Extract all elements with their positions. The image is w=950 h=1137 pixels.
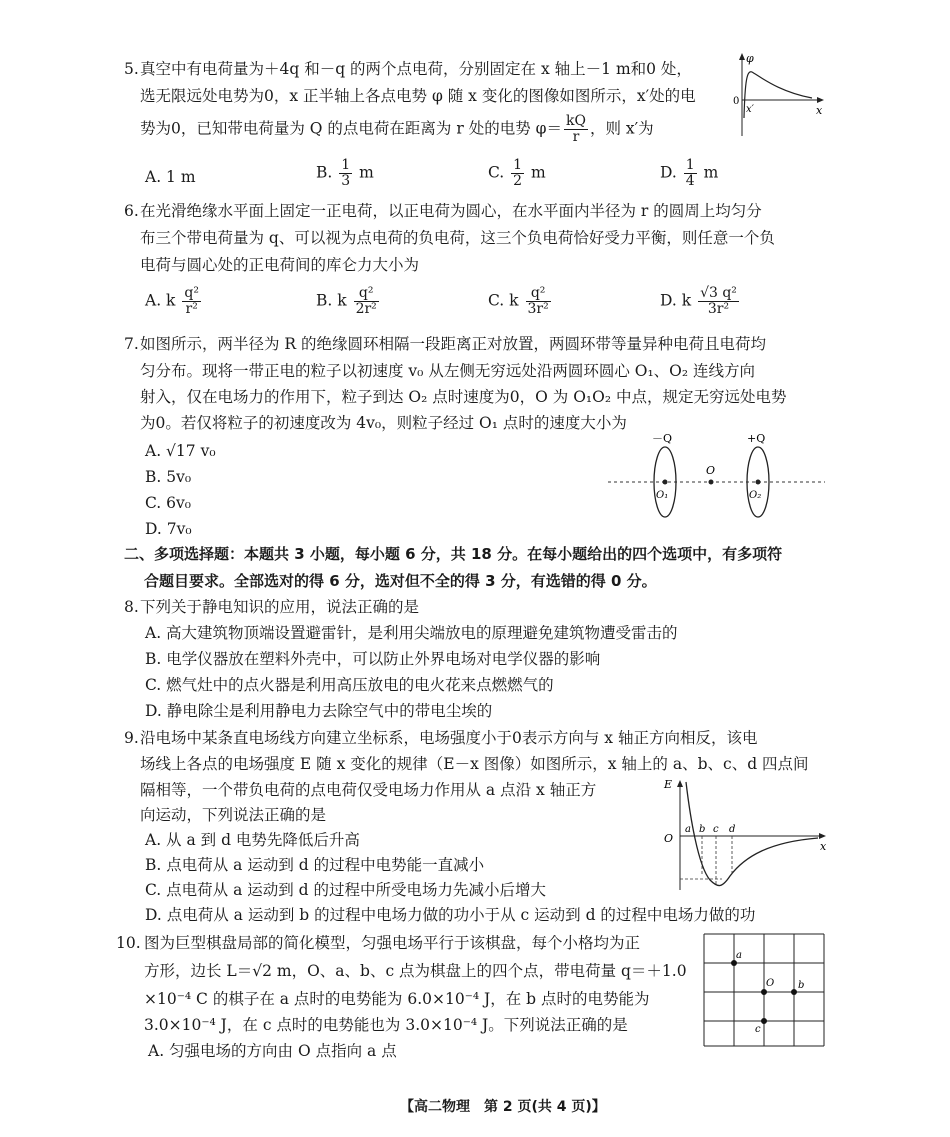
section-2-line2: 合题目要求。全部选对的得 6 分，选对但不全的得 3 分，有选错的得 0 分。 <box>144 572 657 590</box>
q7-option-d: D. 7v₀ <box>145 520 192 538</box>
q7-option-b: B. 5v₀ <box>145 468 192 486</box>
q5-option-d <box>660 158 718 189</box>
fraction-denominator: 3r² <box>707 301 730 317</box>
o1-point <box>663 480 668 485</box>
q7-number: 7. <box>124 335 139 353</box>
field-curve <box>686 782 818 886</box>
option-fraction <box>698 286 739 317</box>
fraction-numerator: 1 <box>685 157 695 173</box>
q5-line2: 选无限远处电势为0，x 正半轴上各点电势 φ 随 x 变化的图像如图所示，x′处的电 <box>140 87 696 105</box>
q9-line3: 隔相等，一个带负电荷的点电荷仅受电场力作用从 a 点沿 x 轴正方 <box>140 781 597 799</box>
q5-number: 5. <box>124 60 139 78</box>
q9-line2: 场线上各点的电场强度 E 随 x 变化的规律（E－x 图像）如图所示，x 轴上的 a、b、c、d 四点间 <box>140 755 809 773</box>
o1-label: O₁ <box>656 490 669 501</box>
fraction-denominator: 3 <box>341 173 351 189</box>
fraction-denominator: 2 <box>513 173 523 189</box>
q6-option-b <box>316 286 381 317</box>
fraction-denominator: 2r² <box>355 301 377 317</box>
q8-option-d: D. 静电除尘是利用静电力去除空气中的带电尘埃的 <box>145 702 493 720</box>
q6-line1: 在光滑绝缘水平面上固定一正电荷，以正电荷为圆心，在水平面内半径为 r 的圆周上均匀分 <box>140 202 762 220</box>
fraction-denominator: 3r² <box>527 301 549 317</box>
q7-line2: 匀分布。现将一带正电的粒子以初速度 v₀ 从左侧无穷远处沿两圆环圆心 O₁、O₂ 连线方向 <box>140 362 756 380</box>
option-label: B. <box>316 163 333 182</box>
a-label: a <box>685 824 691 835</box>
q10-number: 10. <box>116 934 141 952</box>
option-unit: m <box>531 163 546 182</box>
y-axis-label: E <box>664 778 673 791</box>
q5-option-c <box>488 158 546 189</box>
point-b <box>791 989 797 995</box>
o-label: O <box>766 978 775 989</box>
q9-line1: 沿电场中某条直电场线方向建立坐标系，电场强度小于0表示方向与 x 轴正方向相反，该电 <box>140 729 758 747</box>
option-unit: m <box>359 163 374 182</box>
q5-line3 <box>140 114 654 145</box>
y-axis-label: φ <box>746 52 754 65</box>
q5-line3-text: 势为0，已知带电荷量为 Q 的点电荷在距离为 r 处的电势 φ＝ <box>140 119 562 138</box>
q9-option-a: A. 从 a 到 d 电势先降低后升高 <box>145 831 360 849</box>
q7-option-a: A. √17 v₀ <box>145 442 216 460</box>
point-c <box>761 1018 767 1024</box>
option-label: A. k <box>145 291 176 310</box>
option-label: D. <box>660 163 677 182</box>
b-label: b <box>798 980 805 991</box>
option-fraction <box>526 286 551 317</box>
q6-option-a <box>145 286 203 317</box>
right-charge-label: +Q <box>747 432 766 445</box>
q9-line4: 向运动，下列说法正确的是 <box>140 806 327 824</box>
option-fraction <box>182 286 201 317</box>
q8-option-b: B. 电学仪器放在塑料外壳中，可以防止外界电场对电学仪器的影响 <box>145 650 601 668</box>
q10-line4: 3.0×10⁻⁴ J，在 c 点时的电势能也为 3.0×10⁻⁴ J。下列说法正确的是 <box>144 1016 628 1034</box>
q6-line2: 布三个带电荷量为 q、可以视为点电荷的负电荷，这三个负电荷恰好受力平衡，则任意一个负 <box>140 229 775 247</box>
y-axis-arrow <box>739 53 745 60</box>
d-label: d <box>729 824 736 835</box>
q10-line3: ×10⁻⁴ C 的棋子在 a 点时的电势能为 6.0×10⁻⁴ J，在 b 点时的电势能为 <box>144 990 650 1008</box>
c-label: c <box>713 824 719 835</box>
o2-label: O₂ <box>749 490 762 501</box>
fraction-denominator: 4 <box>685 173 695 189</box>
q6-option-d <box>660 286 741 317</box>
page-footer: 【高二物理 第 2 页(共 4 页)】 <box>400 1099 606 1115</box>
fraction-numerator: √3 q² <box>700 285 737 301</box>
option-label: C. k <box>488 291 519 310</box>
option-fraction <box>354 286 379 317</box>
q7-line3: 射入，仅在电场力的作用下，粒子到达 O₂ 点时速度为0，O 为 O₁O₂ 中点，规定无穷远处电势 <box>140 388 787 406</box>
y-axis-arrow <box>677 780 683 787</box>
q9-field-graph <box>660 776 835 896</box>
xprime-label: x′ <box>746 104 754 115</box>
q10-line1: 图为巨型棋盘局部的简化模型，匀强电场平行于该棋盘，每个小格均为正 <box>144 934 641 952</box>
x-axis-label: x <box>816 104 823 117</box>
fraction-numerator: q² <box>184 285 199 301</box>
q10-chessboard-figure <box>702 932 828 1050</box>
option-label: C. <box>488 163 505 182</box>
fraction-numerator: 1 <box>513 157 523 173</box>
q6-option-c <box>488 286 553 317</box>
fraction-numerator: kQ <box>565 113 586 129</box>
b-label: b <box>699 824 706 835</box>
option-fraction <box>684 158 697 189</box>
fraction-denominator: r² <box>185 301 198 317</box>
option-unit: m <box>703 163 719 182</box>
option-label: D. k <box>660 291 692 310</box>
q5-potential-graph <box>732 50 832 142</box>
q8-number: 8. <box>124 598 139 616</box>
x-axis-arrow <box>819 833 826 839</box>
q5-line1: 真空中有电荷量为＋4q 和－q 的两个点电荷，分别固定在 x 轴上－1 m和0 处， <box>140 60 692 78</box>
fraction-numerator: q² <box>354 286 379 302</box>
section-2-line1: 二、多项选择题：本题共 3 小题，每小题 6 分，共 18 分。在每小题给出的四个选项中，有多项符 <box>124 545 783 563</box>
q5-option-a: A. 1 m <box>145 168 196 186</box>
o-point <box>709 480 714 485</box>
q10-line2: 方形，边长 L＝√2 m，O、a、b、c 点为棋盘上的四个点，带电荷量 q＝＋1.0 <box>144 962 687 980</box>
potential-curve <box>744 72 812 118</box>
fraction-denominator: r <box>572 129 580 145</box>
q9-option-c: C. 点电荷从 a 运动到 d 的过程中所受电场力先减小后增大 <box>145 881 547 899</box>
origin-label: 0 <box>733 96 740 107</box>
q6-line3: 电荷与圆心处的正电荷间的库仑力大小为 <box>140 256 420 274</box>
fraction-numerator: q² <box>526 286 551 302</box>
q9-option-d: D. 点电荷从 a 运动到 b 的过程中电场力做的功小于从 c 运动到 d 的过程中电场力做的功 <box>145 906 756 924</box>
x-axis-arrow <box>817 97 824 103</box>
origin-label: O <box>664 832 674 845</box>
fraction-numerator: 1 <box>341 157 351 173</box>
point-o <box>761 989 767 995</box>
q9-number: 9. <box>124 729 139 747</box>
q7-option-c: C. 6v₀ <box>145 494 191 512</box>
q10-option-a: A. 匀强电场的方向由 O 点指向 a 点 <box>148 1042 397 1060</box>
o-label: O <box>706 464 716 477</box>
option-fraction <box>339 158 352 189</box>
q5-line3-tail: ，则 x′为 <box>589 119 654 138</box>
o2-point <box>756 480 761 485</box>
q5-potential-fraction <box>564 114 588 145</box>
option-fraction <box>511 158 524 189</box>
q9-option-b: B. 点电荷从 a 运动到 d 的过程中电势能一直减小 <box>145 856 485 874</box>
q8-option-c: C. 燃气灶中的点火器是利用高压放电的电火花来点燃燃气的 <box>145 676 554 694</box>
left-charge-label: －Q <box>652 432 673 445</box>
q8-line1: 下列关于静电知识的应用，说法正确的是 <box>140 598 420 616</box>
option-label: B. k <box>316 291 347 310</box>
q7-rings-figure <box>600 430 830 525</box>
c-label: c <box>755 1024 761 1035</box>
q8-option-a: A. 高大建筑物顶端设置避雷针，是利用尖端放电的原理避免建筑物遭受雷击的 <box>145 624 678 642</box>
q7-line1: 如图所示，两半径为 R 的绝缘圆环相隔一段距离正对放置，两圆环带等量异种电荷且电荷均 <box>140 335 767 353</box>
q5-option-b <box>316 158 374 189</box>
a-label: a <box>736 950 742 961</box>
x-axis-label: x <box>820 840 827 853</box>
q6-number: 6. <box>124 202 139 220</box>
q7-line4: 为0。若仅将粒子的初速度改为 4v₀，则粒子经过 O₁ 点时的速度大小为 <box>140 414 627 432</box>
